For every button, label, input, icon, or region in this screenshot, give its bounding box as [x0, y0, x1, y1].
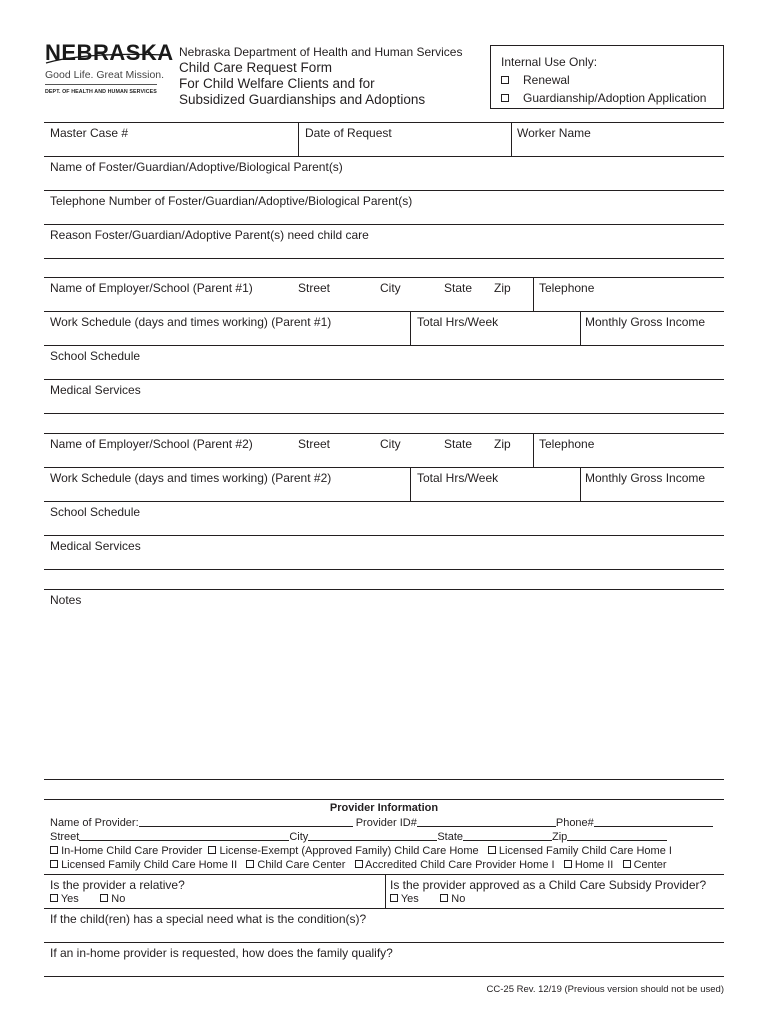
divider [533, 433, 534, 467]
licensed-home-2-label: Licensed Family Child Care Home II [61, 859, 238, 871]
form-subtitle-1: For Child Welfare Clients and for [179, 76, 375, 91]
renewal-checkbox[interactable] [501, 76, 509, 84]
license-exempt-label: License-Exempt (Approved Family) Child Care Home [219, 845, 479, 857]
rule [44, 311, 724, 312]
approved-no-checkbox[interactable] [440, 894, 448, 902]
provider-zip-line[interactable] [567, 831, 667, 841]
rule [44, 277, 724, 278]
rule [44, 467, 724, 468]
provider-id-label: Provider ID# [355, 817, 417, 829]
guardianship-label: Guardianship/Adoption Application [523, 91, 707, 105]
master-case-row[interactable] [44, 122, 724, 156]
provider-type-row-1 [50, 845, 672, 857]
child-care-center-checkbox[interactable] [246, 860, 254, 868]
master-case-label: Master Case # [50, 126, 129, 140]
rule [44, 413, 724, 414]
p2-employer-label: Name of Employer/School (Parent #2) [50, 437, 253, 451]
form-subtitle-2: Subsidized Guardianships and Adoptions [179, 92, 426, 107]
agency-name: Nebraska Department of Health and Human Services [179, 45, 463, 59]
divider [385, 874, 386, 908]
divider [410, 311, 411, 345]
notes-area[interactable] [44, 590, 724, 778]
provider-street-label: Street [50, 831, 80, 843]
accredited-center-checkbox[interactable] [623, 860, 631, 868]
accredited-center-label: Center [633, 859, 667, 871]
rule [44, 156, 724, 157]
accredited-home-2-checkbox[interactable] [564, 860, 572, 868]
p1-medical-label: Medical Services [50, 383, 141, 397]
p2-street-label: Street [298, 437, 331, 451]
provider-city-line[interactable] [308, 831, 437, 841]
provider-state-label: State [437, 831, 463, 843]
p2-school-schedule-label: School Schedule [50, 505, 141, 519]
rule [44, 535, 724, 536]
rule [44, 433, 724, 434]
licensed-home-1-label: Licensed Family Child Care Home I [498, 845, 672, 857]
p2-telephone-label: Telephone [539, 437, 595, 451]
guardianship-option[interactable] [501, 89, 713, 107]
in-home-checkbox[interactable] [50, 846, 58, 854]
relative-options [50, 893, 125, 905]
provider-phone-label: Phone# [555, 817, 594, 829]
logo-tagline: Good Life. Great Mission. [45, 69, 165, 81]
relative-no-label: No [111, 893, 126, 905]
form-title: Child Care Request Form [179, 60, 333, 75]
rule [44, 874, 724, 875]
p2-state-label: State [444, 437, 473, 451]
relative-yes-checkbox[interactable] [50, 894, 58, 902]
p2-gross-income-label: Monthly Gross Income [585, 471, 706, 485]
relative-no-checkbox[interactable] [100, 894, 108, 902]
renewal-option[interactable] [501, 71, 713, 89]
accredited-home-1-checkbox[interactable] [355, 860, 363, 868]
internal-use-title: Internal Use Only: [501, 55, 598, 69]
renewal-label: Renewal [523, 73, 570, 87]
provider-name-label: Name of Provider: [50, 817, 139, 829]
provider-city-label: City [289, 831, 309, 843]
p2-medical-label: Medical Services [50, 539, 141, 553]
provider-type-row-2 [50, 859, 667, 871]
rule [44, 190, 724, 191]
worker-name-label: Worker Name [517, 126, 591, 140]
rule [44, 501, 724, 502]
p2-zip-label: Zip [494, 437, 511, 451]
relative-question: Is the provider a relative? [50, 878, 185, 892]
rule [44, 799, 724, 800]
divider [410, 467, 411, 501]
provider-name-line[interactable] [139, 817, 353, 827]
accredited-home-1-label: Accredited Child Care Provider Home I [365, 859, 555, 871]
internal-use-box [490, 45, 724, 109]
approved-yes-checkbox[interactable] [390, 894, 398, 902]
licensed-home-2-checkbox[interactable] [50, 860, 58, 868]
form-footer-code: CC-25 Rev. 12/19 (Previous version should not be used) [486, 984, 724, 995]
p1-state-label: State [444, 281, 473, 295]
provider-id-line[interactable] [417, 817, 556, 827]
guardianship-checkbox[interactable] [501, 94, 509, 102]
p2-work-schedule-label: Work Schedule (days and times working) (Parent #2) [50, 471, 332, 485]
rule [44, 569, 724, 570]
date-of-request-label: Date of Request [305, 126, 392, 140]
p1-employer-label: Name of Employer/School (Parent #1) [50, 281, 253, 295]
child-care-center-label: Child Care Center [257, 859, 346, 871]
approved-options [390, 893, 465, 905]
logo-department: DEPT. OF HEALTH AND HUMAN SERVICES [45, 89, 157, 95]
reason-label: Reason Foster/Guardian/Adoptive Parent(s) need child care [50, 228, 369, 242]
provider-state-line[interactable] [463, 831, 552, 841]
in-home-question: If an in-home provider is requested, how does the family qualify? [50, 946, 393, 960]
p1-city-label: City [380, 281, 401, 295]
parent-phone-label: Telephone Number of Foster/Guardian/Adoptive/Biological Parent(s) [50, 194, 413, 208]
provider-street-line[interactable] [79, 831, 289, 841]
licensed-home-1-checkbox[interactable] [488, 846, 496, 854]
rule [44, 779, 724, 780]
p1-work-schedule-label: Work Schedule (days and times working) (Parent #1) [50, 315, 332, 329]
divider [580, 311, 581, 345]
license-exempt-checkbox[interactable] [208, 846, 216, 854]
rule [44, 224, 724, 225]
notes-label: Notes [50, 593, 82, 607]
rule [44, 379, 724, 380]
rule [44, 258, 724, 259]
in-home-label: In-Home Child Care Provider [61, 845, 203, 857]
divider [580, 467, 581, 501]
special-need-question: If the child(ren) has a special need what is the condition(s)? [50, 912, 367, 926]
provider-heading: Provider Information [329, 802, 439, 814]
p1-zip-label: Zip [494, 281, 511, 295]
form-header [179, 44, 462, 108]
provider-name-row[interactable] [50, 817, 713, 829]
rule [44, 908, 724, 909]
p2-city-label: City [380, 437, 401, 451]
p1-telephone-label: Telephone [539, 281, 595, 295]
provider-zip-label: Zip [552, 831, 568, 843]
p2-total-hrs-label: Total Hrs/Week [417, 471, 499, 485]
logo-divider [45, 84, 157, 85]
logo-wordmark: NEBRASKA [45, 40, 174, 65]
p1-school-schedule-label: School Schedule [50, 349, 141, 363]
parent-name-label: Name of Foster/Guardian/Adoptive/Biological Parent(s) [50, 160, 343, 174]
accredited-home-2-label: Home II [574, 859, 614, 871]
divider [533, 277, 534, 311]
relative-yes-label: Yes [60, 893, 79, 905]
rule [44, 345, 724, 346]
approved-yes-label: Yes [400, 893, 419, 905]
approved-no-label: No [451, 893, 466, 905]
rule [44, 976, 724, 977]
provider-phone-line[interactable] [594, 817, 713, 827]
p1-street-label: Street [298, 281, 331, 295]
provider-address-row[interactable] [50, 831, 667, 843]
rule [44, 942, 724, 943]
approved-question: Is the provider approved as a Child Care Subsidy Provider? [390, 878, 707, 892]
p1-total-hrs-label: Total Hrs/Week [417, 315, 499, 329]
p1-gross-income-label: Monthly Gross Income [585, 315, 706, 329]
